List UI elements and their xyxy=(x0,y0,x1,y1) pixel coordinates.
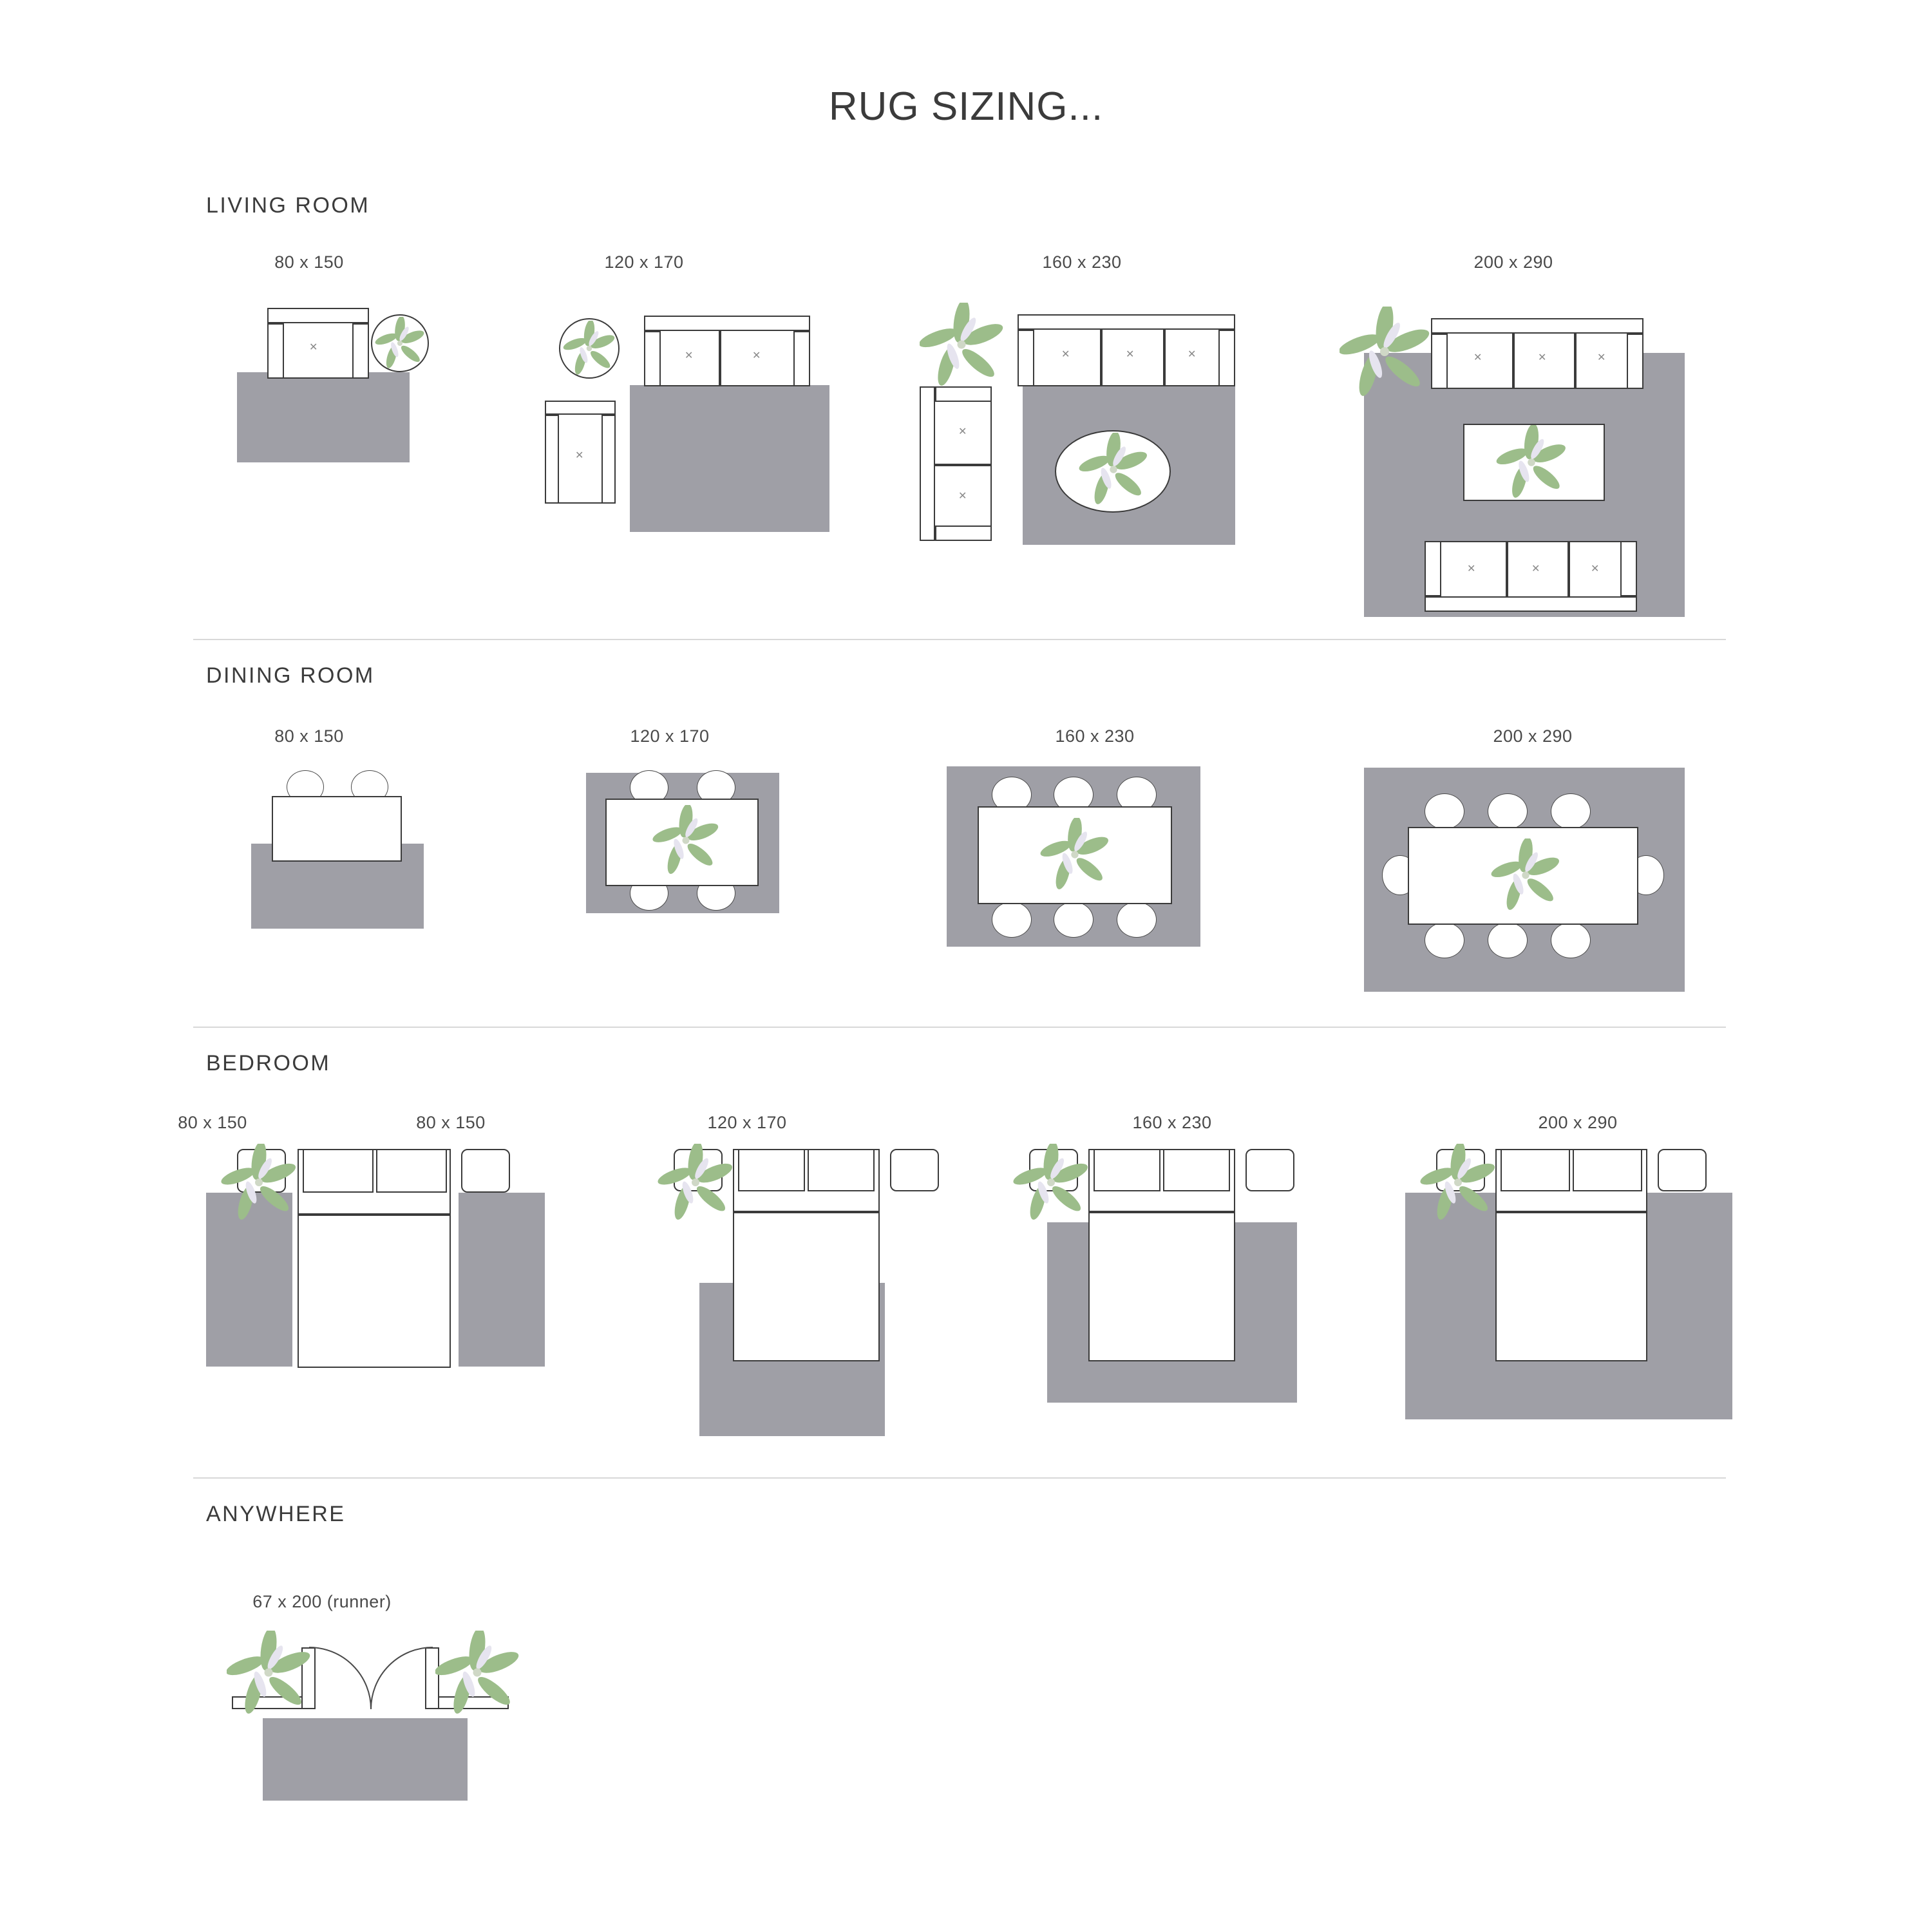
sofa-arm-right xyxy=(793,331,810,386)
dining-chair xyxy=(992,902,1032,938)
cushion-marker: ✕ xyxy=(309,342,318,353)
bed-blanket-edge xyxy=(733,1211,880,1213)
cushion-marker: ✕ xyxy=(1597,352,1606,363)
rug-shape xyxy=(630,385,829,532)
size-label-anywhere-1: 67 x 200 (runner) xyxy=(252,1592,392,1611)
pillow xyxy=(1163,1149,1230,1191)
sofa-back xyxy=(267,308,369,323)
dining-chair xyxy=(1425,793,1464,829)
sofa-top-arm-right xyxy=(1627,334,1643,389)
rug-shape-right xyxy=(459,1193,545,1367)
door-swing-arc xyxy=(301,1643,440,1710)
sofa-seat-divider xyxy=(1163,330,1166,386)
size-label-dining-4: 200 x 290 xyxy=(1493,726,1573,746)
pillow xyxy=(738,1149,805,1191)
nightstand-right xyxy=(890,1149,939,1191)
armchair-back xyxy=(545,401,616,415)
plant-icon xyxy=(1077,433,1150,506)
dining-chair xyxy=(1488,793,1528,829)
sofa-side-seat-divider xyxy=(935,464,992,466)
size-label-bedroom-5: 200 x 290 xyxy=(1538,1113,1618,1132)
nightstand-right xyxy=(1245,1149,1294,1191)
size-label-bedroom-4: 160 x 230 xyxy=(1132,1113,1212,1132)
size-label-dining-1: 80 x 150 xyxy=(274,726,344,746)
cushion-marker: ✕ xyxy=(958,426,967,437)
sofa-seat-divider xyxy=(1567,541,1570,596)
section-label-dining-room: DINING ROOM xyxy=(206,663,375,688)
plant-icon xyxy=(650,805,721,876)
dining-chair xyxy=(1054,902,1094,938)
armchair-arm-right xyxy=(601,415,616,504)
pillow xyxy=(303,1149,374,1193)
size-label-living-4: 200 x 290 xyxy=(1473,252,1553,272)
sofa-arm-right xyxy=(1218,330,1235,386)
cushion-marker: ✕ xyxy=(1591,564,1600,574)
sofa-top-arm-left xyxy=(1431,334,1448,389)
sofa-seat-divider xyxy=(1506,541,1508,596)
sofa-arm-left xyxy=(267,323,284,379)
sofa-side-arm-top xyxy=(935,386,992,402)
pillow xyxy=(808,1149,875,1191)
dining-chair xyxy=(1551,793,1591,829)
sofa-bottom-back xyxy=(1425,596,1637,612)
sofa-seat-divider xyxy=(1512,334,1515,389)
sofa-back xyxy=(644,316,810,331)
plant-icon xyxy=(220,1144,298,1221)
sofa-seat-divider xyxy=(1100,330,1103,386)
plant-icon xyxy=(1419,1144,1497,1221)
sofa-bottom-arm-left xyxy=(1425,541,1441,596)
cushion-marker: ✕ xyxy=(1188,349,1197,360)
size-label-living-3: 160 x 230 xyxy=(1042,252,1122,272)
section-divider-3 xyxy=(193,1477,1726,1479)
size-label-dining-2: 120 x 170 xyxy=(630,726,710,746)
pillow xyxy=(1094,1149,1160,1191)
size-label-living-1: 80 x 150 xyxy=(274,252,344,272)
cushion-marker: ✕ xyxy=(958,491,967,502)
plant-icon xyxy=(1038,818,1112,891)
dining-table xyxy=(272,796,402,862)
bed-blanket-edge xyxy=(1088,1211,1235,1213)
section-label-anywhere: ANYWHERE xyxy=(206,1502,346,1526)
nightstand-right xyxy=(1658,1149,1707,1191)
pillow xyxy=(376,1149,447,1193)
bed-blanket-edge xyxy=(1495,1211,1647,1213)
cushion-marker: ✕ xyxy=(1531,564,1540,574)
plant-icon xyxy=(1340,307,1430,397)
cushion-marker: ✕ xyxy=(1061,349,1070,360)
dining-chair xyxy=(1425,922,1464,958)
sofa-arm-left xyxy=(1018,330,1034,386)
plant-icon xyxy=(562,321,617,376)
plant-icon xyxy=(374,317,426,370)
plant-icon xyxy=(1012,1144,1090,1221)
size-label-living-2: 120 x 170 xyxy=(604,252,684,272)
sofa-bottom-arm-right xyxy=(1620,541,1637,596)
pillow xyxy=(1501,1149,1570,1191)
bed-blanket-edge xyxy=(298,1213,451,1216)
sofa-arm-right xyxy=(352,323,369,379)
size-label-bedroom-3: 120 x 170 xyxy=(707,1113,787,1132)
sofa-back xyxy=(1018,314,1235,330)
cushion-marker: ✕ xyxy=(685,350,694,361)
sofa-seat-divider xyxy=(719,331,721,386)
rug-shape xyxy=(263,1718,468,1801)
sofa-side-back xyxy=(920,386,935,541)
plant-icon xyxy=(227,1631,310,1714)
cushion-marker: ✕ xyxy=(1473,352,1482,363)
plant-icon xyxy=(1489,838,1562,912)
dining-chair xyxy=(1551,922,1591,958)
page-title: RUG SIZING... xyxy=(828,84,1104,129)
section-label-bedroom: BEDROOM xyxy=(206,1051,331,1075)
sofa-side-arm-bottom xyxy=(935,526,992,541)
section-label-living-room: LIVING ROOM xyxy=(206,193,370,218)
cushion-marker: ✕ xyxy=(1126,349,1135,360)
armchair-arm-left xyxy=(545,415,559,504)
cushion-marker: ✕ xyxy=(1467,564,1476,574)
dining-chair xyxy=(1488,922,1528,958)
rug-shape xyxy=(237,372,410,462)
size-label-dining-3: 160 x 230 xyxy=(1055,726,1135,746)
cushion-marker: ✕ xyxy=(575,450,584,461)
section-divider-2 xyxy=(193,1027,1726,1028)
sofa-seat-divider xyxy=(1574,334,1577,389)
nightstand-right xyxy=(461,1149,510,1193)
plant-icon xyxy=(657,1144,734,1221)
cushion-marker: ✕ xyxy=(752,350,761,361)
section-divider-1 xyxy=(193,639,1726,640)
sofa-arm-left xyxy=(644,331,661,386)
sofa-top-back xyxy=(1431,318,1643,334)
plant-icon xyxy=(1494,425,1569,500)
size-label-bedroom-1: 80 x 150 xyxy=(178,1113,247,1132)
cushion-marker: ✕ xyxy=(1538,352,1547,363)
size-label-bedroom-2: 80 x 150 xyxy=(416,1113,486,1132)
plant-icon xyxy=(920,303,1003,386)
plant-icon xyxy=(435,1631,519,1714)
pillow xyxy=(1573,1149,1642,1191)
dining-chair xyxy=(1117,902,1157,938)
